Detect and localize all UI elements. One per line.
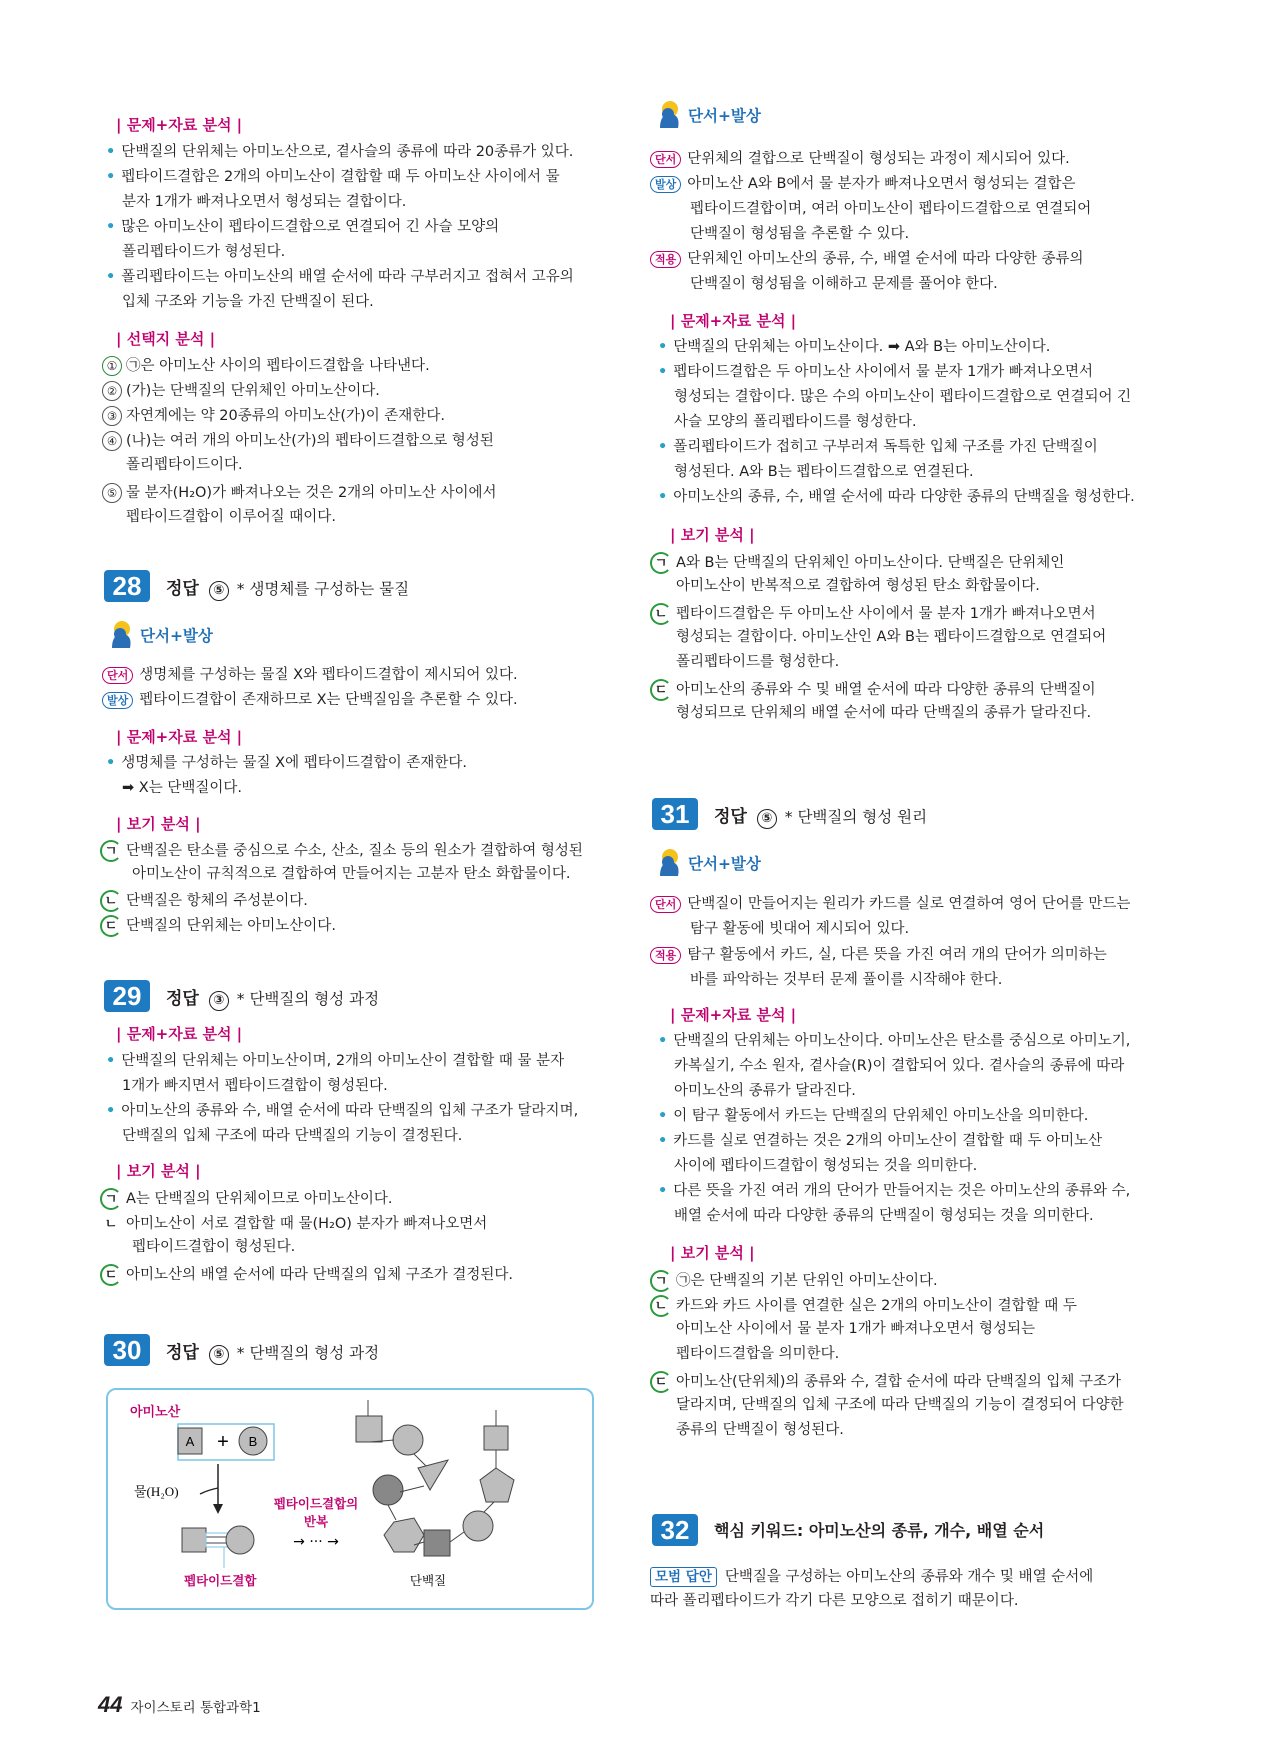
view-item: ㄴ 펩타이드결합은 두 아미노산 사이에서 물 분자 1개가 빠져나오면서 <box>650 603 1096 625</box>
question-number: 30 <box>104 1334 150 1366</box>
hint-item-cont: 바를 파악하는 것부터 문제 풀이를 시작해야 한다. <box>690 972 1003 988</box>
question-header-28 <box>106 570 596 606</box>
list-item: • 단백질의 단위체는 아미노산이다. 아미노산은 탄소를 중심으로 아미노기, <box>658 1033 1131 1049</box>
peptide-bond-label: 펩타이드결합 <box>184 1574 257 1588</box>
chain-circle-2 <box>463 1511 493 1541</box>
chain-circle-1 <box>393 1425 423 1455</box>
hint-item-cont: 단백질이 형성됨을 이해하고 문제를 풀어야 한다. <box>690 276 998 292</box>
list-item: • 폴리펩타이드가 접히고 구부러져 독특한 입체 구조를 가진 단백질이 <box>658 439 1098 455</box>
water-arrow <box>200 1488 218 1494</box>
section-heading: | 문제+자료 분석 | <box>116 1025 243 1043</box>
model-answer: 모범 답안 단백질을 구성하는 아미노산의 종류와 개수 및 배열 순서에 <box>650 1567 1093 1587</box>
list-item-cont: 아미노산의 종류가 달라진다. <box>674 1083 856 1099</box>
view-item: ㄱ A는 단백질의 단위체이므로 아미노산이다. <box>100 1188 392 1210</box>
answer-line: 정답 ⑤ * 생명체를 구성하는 물질 <box>166 579 410 599</box>
choice-item-cont: 폴리펩타이드이다. <box>126 457 243 473</box>
choice-item: ② (가)는 단백질의 단위체인 아미노산이다. <box>102 381 380 401</box>
view-item-cont: 펩타이드결합이 형성된다. <box>132 1239 296 1255</box>
hint-heading: 단서+발상 <box>656 848 761 878</box>
list-item-cont: 배열 순서에 따라 다양한 종류의 단백질이 형성되는 것을 의미한다. <box>674 1208 1094 1224</box>
hint-item-cont: 탐구 활동에 빗대어 제시되어 있다. <box>690 921 910 937</box>
list-item-cont: 사이에 펩타이드결합이 형성되는 것을 의미한다. <box>674 1158 978 1174</box>
list-item: • 아미노산의 종류, 수, 배열 순서에 따라 다양한 종류의 단백질을 형성한다. <box>658 489 1135 505</box>
hint-heading: 단서+발상 <box>108 620 213 650</box>
chain-square-dark <box>424 1530 450 1556</box>
view-item-cont: 형성되므로 단위체의 배열 순서에 따라 단백질의 종류가 달라진다. <box>676 705 1092 721</box>
section-heading: | 보기 분석 | <box>670 1244 755 1262</box>
list-item-cont: 사슬 모양의 폴리펩타이드를 형성한다. <box>674 414 917 430</box>
list-item-cont: ➡ X는 단백질이다. <box>122 780 242 796</box>
choice-item: ⑤ 물 분자(H₂O)가 빠져나오는 것은 2개의 아미노산 사이에서 <box>102 483 496 503</box>
view-item: ㄷ 아미노산의 종류와 수 및 배열 순서에 따라 다양한 종류의 단백질이 <box>650 679 1096 701</box>
list-item: • 다른 뜻을 가진 여러 개의 단어가 만들어지는 것은 아미노산의 종류와 수, <box>658 1183 1131 1199</box>
chain-pentagon <box>480 1468 514 1502</box>
list-item: • 단백질의 단위체는 아미노산이며, 2개의 아미노산이 결합할 때 물 분자 <box>106 1053 565 1069</box>
question-number: 28 <box>104 570 150 602</box>
lightbulb-head-icon <box>656 100 682 130</box>
view-item: ㄷ 단백질의 단위체는 아미노산이다. <box>100 915 336 937</box>
book-title: 자이스토리 통합과학1 <box>130 1700 261 1716</box>
hint-heading: 단서+발상 <box>656 100 761 130</box>
list-item-cont: 형성되는 결합이다. 많은 수의 아미노산이 펩타이드결합으로 연결되어 긴 <box>674 389 1132 405</box>
view-item: ㄷ 아미노산의 배열 순서에 따라 단백질의 입체 구조가 결정된다. <box>100 1264 513 1286</box>
page-number: 44 <box>98 1692 123 1717</box>
list-item-cont: 분자 1개가 빠져나오면서 형성되는 결합이다. <box>122 194 407 210</box>
chain-hexagon <box>384 1518 424 1552</box>
view-item-cont: 달라지며, 단백질의 입체 구조에 따라 단백질의 기능이 결정되어 다양한 <box>676 1397 1124 1413</box>
view-item: ㄴ 카드와 카드 사이를 연결한 실은 2개의 아미노산이 결합할 때 두 <box>650 1295 1077 1317</box>
list-item-cont: 1개가 빠지면서 펩타이드결합이 형성된다. <box>122 1078 388 1094</box>
question-number: 31 <box>652 798 698 830</box>
repeat-label-2: 반복 <box>303 1515 329 1529</box>
chain-circle-dark <box>373 1475 403 1505</box>
model-answer-cont: 따라 폴리펩타이드가 각기 다른 모양으로 접히기 때문이다. <box>650 1593 1019 1609</box>
section-heading: | 문제+자료 분석 | <box>670 312 797 330</box>
list-item-cont: 형성된다. A와 B는 펩타이드결합으로 연결된다. <box>674 464 974 480</box>
answer-line: 정답 ⑤ * 단백질의 형성 원리 <box>714 807 928 827</box>
view-item-cont: 아미노산 사이에서 물 분자 1개가 빠져나오면서 형성되는 <box>676 1321 1036 1337</box>
list-item-cont: 입체 구조와 기능을 가진 단백질이 된다. <box>122 294 374 310</box>
section-heading: | 보기 분석 | <box>670 526 755 544</box>
water-label: 물(H₂O) <box>134 1484 179 1499</box>
section-heading: | 선택지 분석 | <box>116 330 216 348</box>
peptide-diagram <box>106 1388 594 1610</box>
chain-triangle <box>418 1460 448 1490</box>
view-item-cont: 형성되는 결합이다. 아미노산인 A와 B는 펩타이드결합으로 연결되어 <box>676 629 1107 645</box>
protein-label: 단백질 <box>409 1574 447 1588</box>
choice-item: ① ㉠은 아미노산 사이의 펩타이드결합을 나타낸다. <box>102 356 430 376</box>
view-item: ㄷ 아미노산(단위체)의 종류와 수, 결합 순서에 따라 단백질의 입체 구조가 <box>650 1371 1121 1393</box>
hint-item: 적용 탐구 활동에서 카드, 실, 다른 뜻을 가진 여러 개의 단어가 의미하는 <box>650 946 1107 964</box>
question-header-30 <box>106 1334 596 1370</box>
view-item-cont: 폴리펩타이드를 형성한다. <box>676 654 840 670</box>
chain-square-2 <box>484 1426 508 1450</box>
section-heading: | 문제+자료 분석 | <box>670 1006 797 1024</box>
view-item-cont: 펩타이드결합을 의미한다. <box>676 1346 840 1362</box>
view-item-cont: 아미노산이 반복적으로 결합하여 형성된 탄소 화합물이다. <box>676 578 1040 594</box>
list-item-cont: 단백질의 입체 구조에 따라 단백질의 기능이 결정된다. <box>122 1128 463 1144</box>
list-item-cont: 폴리펩타이드가 형성된다. <box>122 244 286 260</box>
repeat-label-1: 펩타이드결합의 <box>273 1497 359 1511</box>
plus-sign: + <box>217 1431 229 1453</box>
view-item: ㄴ 단백질은 항체의 주성분이다. <box>100 890 308 912</box>
list-item: • 단백질의 단위체는 아미노산으로, 곁사슬의 종류에 따라 20종류가 있다. <box>106 144 574 160</box>
question-number: 29 <box>104 980 150 1012</box>
list-item: • 펩타이드결합은 2개의 아미노산이 결합할 때 두 아미노산 사이에서 물 <box>106 169 560 185</box>
label-a: A <box>185 1434 195 1449</box>
view-item: ㄱ 단백질은 탄소를 중심으로 수소, 산소, 질소 등의 원소가 결합하여 형성된 <box>100 840 583 862</box>
hint-item: 발상 펩타이드결합이 존재하므로 X는 단백질임을 추론할 수 있다. <box>102 691 518 709</box>
dipeptide-circle <box>226 1526 254 1554</box>
lightbulb-head-icon <box>656 848 682 878</box>
dipeptide-square <box>182 1528 206 1552</box>
list-item: • 단백질의 단위체는 아미노산이다. ➡ A와 B는 아미노산이다. <box>658 339 1051 355</box>
hint-item: 발상 아미노산 A와 B에서 물 분자가 빠져나오면서 형성되는 결합은 <box>650 175 1076 193</box>
hint-item: 단서 단위체의 결합으로 단백질이 형성되는 과정이 제시되어 있다. <box>650 150 1070 168</box>
view-item: ㄱ ㉠은 단백질의 기본 단위인 아미노산이다. <box>650 1270 938 1292</box>
question-header-32 <box>650 1514 1150 1550</box>
list-item: • 생명체를 구성하는 물질 X에 펩타이드결합이 존재한다. <box>106 755 468 771</box>
question-number: 32 <box>652 1514 698 1546</box>
hint-item-cont: 펩타이드결합이며, 여러 아미노산이 펩타이드결합으로 연결되어 <box>690 201 1092 217</box>
label-b: B <box>248 1434 258 1449</box>
keyword-title: 핵심 키워드: 아미노산의 종류, 개수, 배열 순서 <box>714 1521 1045 1540</box>
lightbulb-head-icon <box>108 620 134 650</box>
choice-item: ④ (나)는 여러 개의 아미노산(가)의 펩타이드결합으로 형성된 <box>102 431 494 451</box>
question-header-31 <box>650 798 1150 834</box>
hint-item-cont: 단백질이 형성됨을 추론할 수 있다. <box>690 226 910 242</box>
list-item: • 아미노산의 종류와 수, 배열 순서에 따라 단백질의 입체 구조가 달라지며, <box>106 1103 579 1119</box>
view-item: ㄴ 아미노산이 서로 결합할 때 물(H₂O) 분자가 빠져나오면서 <box>104 1216 488 1232</box>
repeat-arrows: → ··· → <box>293 1534 339 1550</box>
page-footer <box>98 1692 261 1718</box>
section-heading: | 문제+자료 분석 | <box>116 728 243 746</box>
answer-line: 정답 ⑤ * 단백질의 형성 과정 <box>166 1343 380 1363</box>
section-heading: | 문제+자료 분석 | <box>116 116 243 134</box>
view-item-cont: 종류의 단백질이 형성된다. <box>676 1422 844 1438</box>
list-item: • 이 탐구 활동에서 카드는 단백질의 단위체인 아미노산을 의미한다. <box>658 1108 1089 1124</box>
view-item-cont: 아미노산이 규칙적으로 결합하여 만들어지는 고분자 탄소 화합물이다. <box>132 866 571 882</box>
down-arrow-head <box>213 1504 223 1514</box>
answer-line: 정답 ③ * 단백질의 형성 과정 <box>166 989 380 1009</box>
list-item: • 많은 아미노산이 펩타이드결합으로 연결되어 긴 사슬 모양의 <box>106 219 500 235</box>
hint-item: 단서 생명체를 구성하는 물질 X와 펩타이드결합이 제시되어 있다. <box>102 666 518 684</box>
section-heading: | 보기 분석 | <box>116 1162 201 1180</box>
list-item: • 폴리펩타이드는 아미노산의 배열 순서에 따라 구부러지고 접혀서 고유의 <box>106 269 574 285</box>
list-item-cont: 카복실기, 수소 원자, 곁사슬(R)이 결합되어 있다. 곁사슬의 종류에 따라 <box>674 1058 1125 1074</box>
chain-square-1 <box>356 1416 382 1442</box>
choice-item-cont: 펩타이드결합이 이루어질 때이다. <box>126 509 336 525</box>
section-heading: | 보기 분석 | <box>116 815 201 833</box>
hint-item: 적용 단위체인 아미노산의 종류, 수, 배열 순서에 따라 다양한 종류의 <box>650 250 1084 268</box>
choice-item: ③ 자연계에는 약 20종류의 아미노산(가)이 존재한다. <box>102 406 445 426</box>
view-item: ㄱ A와 B는 단백질의 단위체인 아미노산이다. 단백질은 단위체인 <box>650 552 1064 574</box>
peptide-diagram-svg <box>108 1390 592 1608</box>
amino-acid-label: 아미노산 <box>130 1404 181 1419</box>
list-item: • 펩타이드결합은 두 아미노산 사이에서 물 분자 1개가 빠져나오면서 <box>658 364 1093 380</box>
question-header-29 <box>106 980 596 1016</box>
list-item: • 카드를 실로 연결하는 것은 2개의 아미노산이 결합할 때 두 아미노산 <box>658 1133 1103 1149</box>
hint-item: 단서 단백질이 만들어지는 원리가 카드를 실로 연결하여 영어 단어를 만드는 <box>650 895 1130 913</box>
